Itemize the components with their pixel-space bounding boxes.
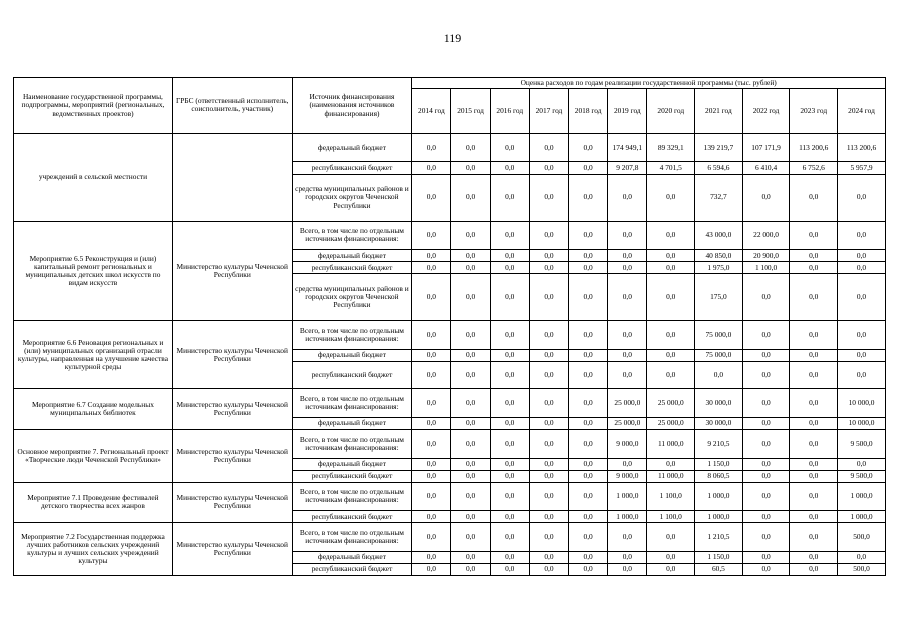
value-cell: 0,0 bbox=[790, 349, 838, 361]
value-cell: 0,0 bbox=[412, 551, 451, 563]
value-cell: 0,0 bbox=[529, 417, 568, 429]
value-cell: 30 000,0 bbox=[695, 389, 743, 418]
value-cell: 0,0 bbox=[451, 458, 490, 470]
value-cell: 9 000,0 bbox=[608, 430, 647, 459]
value-cell: 0,0 bbox=[569, 321, 608, 350]
value-cell: 0,0 bbox=[529, 133, 568, 162]
value-cell: 0,0 bbox=[790, 551, 838, 563]
funding-source-cell: Всего, в том числе по отдельным источникам финансирования: bbox=[292, 389, 412, 418]
value-cell: 1 150,0 bbox=[695, 458, 743, 470]
value-cell: 0,0 bbox=[490, 321, 529, 350]
grbs-cell: Министерство культуры Чеченской Республики bbox=[172, 389, 292, 430]
value-cell: 10 000,0 bbox=[838, 417, 886, 429]
value-cell: 0,0 bbox=[742, 174, 790, 221]
value-cell: 0,0 bbox=[569, 133, 608, 162]
value-cell: 0,0 bbox=[647, 321, 695, 350]
value-cell: 1 000,0 bbox=[695, 511, 743, 523]
value-cell: 0,0 bbox=[490, 523, 529, 552]
measure-name-cell: Мероприятие 6.5 Реконструкция и (или) капитальный ремонт региональных и муниципальных детских школ искусств по видам искусств bbox=[14, 221, 173, 321]
value-cell: 4 701,5 bbox=[647, 162, 695, 174]
value-cell: 0,0 bbox=[451, 511, 490, 523]
value-cell: 1 000,0 bbox=[608, 482, 647, 511]
header-source-cell: Источник финансирования (наименования источников финансирования) bbox=[292, 78, 412, 134]
value-cell: 0,0 bbox=[569, 162, 608, 174]
value-cell: 0,0 bbox=[790, 430, 838, 459]
value-cell: 0,0 bbox=[790, 362, 838, 389]
header-year-cell: 2022 год bbox=[742, 88, 790, 133]
value-cell: 0,0 bbox=[790, 321, 838, 350]
value-cell: 6 594,6 bbox=[695, 162, 743, 174]
value-cell: 0,0 bbox=[412, 511, 451, 523]
value-cell: 0,0 bbox=[529, 482, 568, 511]
budget-table bbox=[13, 77, 886, 576]
value-cell: 0,0 bbox=[451, 162, 490, 174]
value-cell: 0,0 bbox=[529, 362, 568, 389]
grbs-cell: Министерство культуры Чеченской Республики bbox=[172, 523, 292, 576]
value-cell: 1 210,5 bbox=[695, 523, 743, 552]
value-cell: 0,0 bbox=[451, 221, 490, 250]
value-cell: 0,0 bbox=[647, 262, 695, 274]
value-cell: 0,0 bbox=[412, 362, 451, 389]
value-cell: 0,0 bbox=[529, 563, 568, 575]
table-row bbox=[14, 523, 886, 552]
measure-name-cell: Мероприятие 7.2 Государственная поддержка лучших работников сельских учреждений культуры и лучших сельских учреждений культуры bbox=[14, 523, 173, 576]
value-cell: 0,0 bbox=[451, 321, 490, 350]
header-name-cell: Наименование государственной программы, подпрограммы, мероприятий (региональных, ведомственных проектов) bbox=[14, 78, 173, 134]
funding-source-cell: Всего, в том числе по отдельным источникам финансирования: bbox=[292, 482, 412, 511]
value-cell: 0,0 bbox=[608, 262, 647, 274]
value-cell: 0,0 bbox=[608, 174, 647, 221]
value-cell: 0,0 bbox=[412, 133, 451, 162]
value-cell: 0,0 bbox=[490, 511, 529, 523]
value-cell: 0,0 bbox=[451, 349, 490, 361]
value-cell: 0,0 bbox=[490, 250, 529, 262]
value-cell: 0,0 bbox=[451, 563, 490, 575]
value-cell: 0,0 bbox=[451, 470, 490, 482]
value-cell: 6 752,6 bbox=[790, 162, 838, 174]
value-cell: 0,0 bbox=[451, 262, 490, 274]
funding-source-cell: Всего, в том числе по отдельным источникам финансирования: bbox=[292, 430, 412, 459]
value-cell: 0,0 bbox=[608, 321, 647, 350]
value-cell: 0,0 bbox=[790, 511, 838, 523]
value-cell: 500,0 bbox=[838, 563, 886, 575]
value-cell: 0,0 bbox=[569, 430, 608, 459]
value-cell: 0,0 bbox=[529, 162, 568, 174]
value-cell: 0,0 bbox=[529, 430, 568, 459]
funding-source-cell: федеральный бюджет bbox=[292, 250, 412, 262]
value-cell: 0,0 bbox=[790, 250, 838, 262]
value-cell: 0,0 bbox=[412, 389, 451, 418]
value-cell: 25 000,0 bbox=[647, 389, 695, 418]
value-cell: 10 000,0 bbox=[838, 389, 886, 418]
value-cell: 0,0 bbox=[790, 274, 838, 321]
header-year-cell: 2024 год bbox=[838, 88, 886, 133]
value-cell: 174 949,1 bbox=[608, 133, 647, 162]
value-cell: 1 000,0 bbox=[608, 511, 647, 523]
value-cell: 0,0 bbox=[412, 250, 451, 262]
value-cell: 0,0 bbox=[490, 221, 529, 250]
value-cell: 0,0 bbox=[838, 362, 886, 389]
funding-source-cell: республиканский бюджет bbox=[292, 362, 412, 389]
value-cell: 0,0 bbox=[608, 221, 647, 250]
value-cell: 30 000,0 bbox=[695, 417, 743, 429]
value-cell: 0,0 bbox=[647, 523, 695, 552]
value-cell: 0,0 bbox=[608, 250, 647, 262]
value-cell: 0,0 bbox=[451, 362, 490, 389]
measure-name-cell: Мероприятие 7.1 Проведение фестивалей детского творчества всех жанров bbox=[14, 482, 173, 523]
header-year-cell: 2017 год bbox=[529, 88, 568, 133]
value-cell: 0,0 bbox=[569, 221, 608, 250]
value-cell: 40 850,0 bbox=[695, 250, 743, 262]
value-cell: 0,0 bbox=[647, 551, 695, 563]
grbs-cell: Министерство культуры Чеченской Республики bbox=[172, 482, 292, 523]
value-cell: 25 000,0 bbox=[608, 389, 647, 418]
value-cell: 0,0 bbox=[790, 482, 838, 511]
value-cell: 5 957,9 bbox=[838, 162, 886, 174]
value-cell: 0,0 bbox=[569, 482, 608, 511]
value-cell: 0,0 bbox=[742, 551, 790, 563]
value-cell: 0,0 bbox=[790, 523, 838, 552]
value-cell: 113 200,6 bbox=[790, 133, 838, 162]
funding-source-cell: Всего, в том числе по отдельным источникам финансирования: bbox=[292, 321, 412, 350]
value-cell: 0,0 bbox=[412, 563, 451, 575]
funding-source-cell: средства муниципальных районов и городских округов Чеченской Республики bbox=[292, 274, 412, 321]
value-cell: 1 150,0 bbox=[695, 551, 743, 563]
value-cell: 0,0 bbox=[608, 551, 647, 563]
value-cell: 22 000,0 bbox=[742, 221, 790, 250]
value-cell: 0,0 bbox=[490, 162, 529, 174]
value-cell: 0,0 bbox=[529, 174, 568, 221]
value-cell: 0,0 bbox=[790, 221, 838, 250]
value-cell: 0,0 bbox=[647, 349, 695, 361]
table-row bbox=[14, 321, 886, 350]
header-year-cell: 2023 год bbox=[790, 88, 838, 133]
value-cell: 0,0 bbox=[569, 262, 608, 274]
value-cell: 0,0 bbox=[529, 262, 568, 274]
table-row bbox=[14, 482, 886, 511]
header-grbs-cell: ГРБС (ответственный исполнитель, соисполнитель, участник) bbox=[172, 78, 292, 134]
value-cell: 0,0 bbox=[451, 389, 490, 418]
value-cell: 0,0 bbox=[608, 362, 647, 389]
value-cell: 0,0 bbox=[412, 262, 451, 274]
value-cell: 75 000,0 bbox=[695, 321, 743, 350]
value-cell: 0,0 bbox=[490, 482, 529, 511]
value-cell: 0,0 bbox=[608, 349, 647, 361]
value-cell: 0,0 bbox=[529, 511, 568, 523]
funding-source-cell: республиканский бюджет bbox=[292, 563, 412, 575]
value-cell: 0,0 bbox=[569, 174, 608, 221]
value-cell: 0,0 bbox=[412, 274, 451, 321]
value-cell: 0,0 bbox=[529, 551, 568, 563]
value-cell: 0,0 bbox=[838, 221, 886, 250]
value-cell: 0,0 bbox=[742, 362, 790, 389]
value-cell: 6 410,4 bbox=[742, 162, 790, 174]
value-cell: 89 329,1 bbox=[647, 133, 695, 162]
value-cell: 0,0 bbox=[790, 389, 838, 418]
value-cell: 0,0 bbox=[490, 551, 529, 563]
value-cell: 0,0 bbox=[451, 551, 490, 563]
measure-name-cell: Мероприятие 6.6 Реновация региональных и (или) муниципальных организаций отрасли культуры, направленная на улучшение качества культурной среды bbox=[14, 321, 173, 389]
value-cell: 1 100,0 bbox=[742, 262, 790, 274]
value-cell: 107 171,9 bbox=[742, 133, 790, 162]
page-number: 119 bbox=[443, 31, 462, 45]
grbs-cell bbox=[172, 133, 292, 221]
value-cell: 0,0 bbox=[569, 274, 608, 321]
value-cell: 0,0 bbox=[608, 458, 647, 470]
measure-name-cell: учреждений в сельской местности bbox=[14, 133, 173, 221]
value-cell: 11 000,0 bbox=[647, 470, 695, 482]
value-cell: 0,0 bbox=[451, 274, 490, 321]
value-cell: 0,0 bbox=[490, 362, 529, 389]
value-cell: 175,0 bbox=[695, 274, 743, 321]
value-cell: 0,0 bbox=[569, 551, 608, 563]
value-cell: 0,0 bbox=[412, 321, 451, 350]
value-cell: 0,0 bbox=[490, 417, 529, 429]
value-cell: 0,0 bbox=[790, 458, 838, 470]
value-cell: 0,0 bbox=[838, 321, 886, 350]
value-cell: 0,0 bbox=[647, 221, 695, 250]
value-cell: 1 100,0 bbox=[647, 482, 695, 511]
value-cell: 9 210,5 bbox=[695, 430, 743, 459]
funding-source-cell: средства муниципальных районов и городских округов Чеченской Республики bbox=[292, 174, 412, 221]
value-cell: 0,0 bbox=[838, 274, 886, 321]
value-cell: 25 000,0 bbox=[647, 417, 695, 429]
header-year-cell: 2019 год bbox=[608, 88, 647, 133]
grbs-cell: Министерство культуры Чеченской Республики bbox=[172, 221, 292, 321]
value-cell: 0,0 bbox=[790, 563, 838, 575]
value-cell: 0,0 bbox=[647, 174, 695, 221]
value-cell: 0,0 bbox=[742, 430, 790, 459]
value-cell: 0,0 bbox=[838, 174, 886, 221]
value-cell: 0,0 bbox=[608, 523, 647, 552]
grbs-cell: Министерство культуры Чеченской Республики bbox=[172, 321, 292, 389]
value-cell: 0,0 bbox=[490, 174, 529, 221]
value-cell: 0,0 bbox=[742, 563, 790, 575]
value-cell: 0,0 bbox=[490, 349, 529, 361]
value-cell: 60,5 bbox=[695, 563, 743, 575]
value-cell: 0,0 bbox=[569, 458, 608, 470]
value-cell: 0,0 bbox=[695, 362, 743, 389]
value-cell: 0,0 bbox=[569, 349, 608, 361]
header-year-cell: 2015 год bbox=[451, 88, 490, 133]
funding-source-cell: федеральный бюджет bbox=[292, 417, 412, 429]
value-cell: 0,0 bbox=[647, 362, 695, 389]
value-cell: 0,0 bbox=[608, 563, 647, 575]
value-cell: 0,0 bbox=[529, 389, 568, 418]
value-cell: 0,0 bbox=[529, 458, 568, 470]
value-cell: 1 000,0 bbox=[695, 482, 743, 511]
header-year-cell: 2016 год bbox=[490, 88, 529, 133]
funding-source-cell: Всего, в том числе по отдельным источникам финансирования: bbox=[292, 221, 412, 250]
table-row bbox=[14, 221, 886, 250]
funding-source-cell: республиканский бюджет bbox=[292, 470, 412, 482]
funding-source-cell: республиканский бюджет bbox=[292, 511, 412, 523]
value-cell: 0,0 bbox=[742, 470, 790, 482]
value-cell: 0,0 bbox=[412, 221, 451, 250]
value-cell: 9 500,0 bbox=[838, 430, 886, 459]
header-year-cell: 2020 год bbox=[647, 88, 695, 133]
header-year-cell: 2018 год bbox=[569, 88, 608, 133]
header-year-cell: 2021 год bbox=[695, 88, 743, 133]
value-cell: 0,0 bbox=[451, 174, 490, 221]
value-cell: 0,0 bbox=[742, 417, 790, 429]
value-cell: 0,0 bbox=[490, 133, 529, 162]
value-cell: 0,0 bbox=[742, 511, 790, 523]
value-cell: 0,0 bbox=[647, 250, 695, 262]
table-row bbox=[14, 389, 886, 418]
value-cell: 0,0 bbox=[569, 389, 608, 418]
value-cell: 0,0 bbox=[569, 523, 608, 552]
funding-source-cell: Всего, в том числе по отдельным источникам финансирования: bbox=[292, 523, 412, 552]
value-cell: 0,0 bbox=[569, 470, 608, 482]
value-cell: 139 219,7 bbox=[695, 133, 743, 162]
value-cell: 0,0 bbox=[451, 133, 490, 162]
value-cell: 0,0 bbox=[838, 551, 886, 563]
value-cell: 0,0 bbox=[529, 274, 568, 321]
value-cell: 0,0 bbox=[490, 430, 529, 459]
value-cell: 0,0 bbox=[838, 250, 886, 262]
value-cell: 0,0 bbox=[790, 174, 838, 221]
value-cell: 0,0 bbox=[490, 470, 529, 482]
value-cell: 0,0 bbox=[529, 221, 568, 250]
value-cell: 0,0 bbox=[742, 349, 790, 361]
value-cell: 0,0 bbox=[490, 458, 529, 470]
funding-source-cell: федеральный бюджет bbox=[292, 133, 412, 162]
value-cell: 9 000,0 bbox=[608, 470, 647, 482]
value-cell: 11 000,0 bbox=[647, 430, 695, 459]
table-row bbox=[14, 430, 886, 459]
measure-name-cell: Мероприятие 6.7 Создание модельных муниципальных библиотек bbox=[14, 389, 173, 430]
funding-source-cell: республиканский бюджет bbox=[292, 162, 412, 174]
value-cell: 0,0 bbox=[490, 563, 529, 575]
value-cell: 43 000,0 bbox=[695, 221, 743, 250]
value-cell: 500,0 bbox=[838, 523, 886, 552]
funding-source-cell: федеральный бюджет bbox=[292, 551, 412, 563]
value-cell: 0,0 bbox=[838, 349, 886, 361]
value-cell: 0,0 bbox=[838, 458, 886, 470]
funding-source-cell: федеральный бюджет bbox=[292, 349, 412, 361]
value-cell: 0,0 bbox=[529, 321, 568, 350]
measure-name-cell: Основное мероприятие 7. Региональный проект «Творческие люди Чеченской Республики» bbox=[14, 430, 173, 483]
value-cell: 0,0 bbox=[569, 417, 608, 429]
value-cell: 0,0 bbox=[742, 274, 790, 321]
value-cell: 0,0 bbox=[529, 349, 568, 361]
value-cell: 0,0 bbox=[790, 417, 838, 429]
value-cell: 0,0 bbox=[451, 250, 490, 262]
value-cell: 0,0 bbox=[647, 563, 695, 575]
value-cell: 1 975,0 bbox=[695, 262, 743, 274]
value-cell: 8 060,5 bbox=[695, 470, 743, 482]
value-cell: 9 207,8 bbox=[608, 162, 647, 174]
value-cell: 0,0 bbox=[742, 482, 790, 511]
value-cell: 0,0 bbox=[790, 262, 838, 274]
value-cell: 0,0 bbox=[838, 262, 886, 274]
value-cell: 0,0 bbox=[529, 523, 568, 552]
value-cell: 0,0 bbox=[790, 470, 838, 482]
value-cell: 9 500,0 bbox=[838, 470, 886, 482]
value-cell: 732,7 bbox=[695, 174, 743, 221]
header-row-top bbox=[14, 78, 886, 89]
value-cell: 0,0 bbox=[451, 430, 490, 459]
header-year-cell: 2014 год bbox=[412, 88, 451, 133]
value-cell: 0,0 bbox=[451, 417, 490, 429]
value-cell: 0,0 bbox=[451, 523, 490, 552]
value-cell: 0,0 bbox=[529, 250, 568, 262]
value-cell: 1 100,0 bbox=[647, 511, 695, 523]
table-row bbox=[14, 133, 886, 162]
funding-source-cell: республиканский бюджет bbox=[292, 262, 412, 274]
funding-source-cell: федеральный бюджет bbox=[292, 458, 412, 470]
value-cell: 20 900,0 bbox=[742, 250, 790, 262]
value-cell: 0,0 bbox=[569, 250, 608, 262]
value-cell: 0,0 bbox=[608, 274, 647, 321]
value-cell: 0,0 bbox=[412, 458, 451, 470]
value-cell: 0,0 bbox=[412, 162, 451, 174]
value-cell: 0,0 bbox=[742, 523, 790, 552]
value-cell: 0,0 bbox=[412, 417, 451, 429]
value-cell: 0,0 bbox=[412, 174, 451, 221]
grbs-cell: Министерство культуры Чеченской Республики bbox=[172, 430, 292, 483]
value-cell: 0,0 bbox=[412, 349, 451, 361]
value-cell: 0,0 bbox=[490, 262, 529, 274]
value-cell: 0,0 bbox=[490, 389, 529, 418]
header-estimate-cell: Оценка расходов по годам реализации государственной программы (тыс. рублей) bbox=[412, 78, 886, 89]
value-cell: 0,0 bbox=[742, 321, 790, 350]
value-cell: 0,0 bbox=[412, 482, 451, 511]
value-cell: 0,0 bbox=[490, 274, 529, 321]
value-cell: 0,0 bbox=[569, 511, 608, 523]
value-cell: 25 000,0 bbox=[608, 417, 647, 429]
value-cell: 1 000,0 bbox=[838, 511, 886, 523]
value-cell: 0,0 bbox=[451, 482, 490, 511]
value-cell: 0,0 bbox=[412, 470, 451, 482]
value-cell: 0,0 bbox=[412, 523, 451, 552]
value-cell: 0,0 bbox=[529, 470, 568, 482]
value-cell: 0,0 bbox=[742, 458, 790, 470]
value-cell: 0,0 bbox=[412, 430, 451, 459]
value-cell: 0,0 bbox=[647, 274, 695, 321]
value-cell: 0,0 bbox=[742, 389, 790, 418]
value-cell: 1 000,0 bbox=[838, 482, 886, 511]
value-cell: 113 200,6 bbox=[838, 133, 886, 162]
value-cell: 0,0 bbox=[569, 563, 608, 575]
value-cell: 75 000,0 bbox=[695, 349, 743, 361]
value-cell: 0,0 bbox=[647, 458, 695, 470]
value-cell: 0,0 bbox=[569, 362, 608, 389]
